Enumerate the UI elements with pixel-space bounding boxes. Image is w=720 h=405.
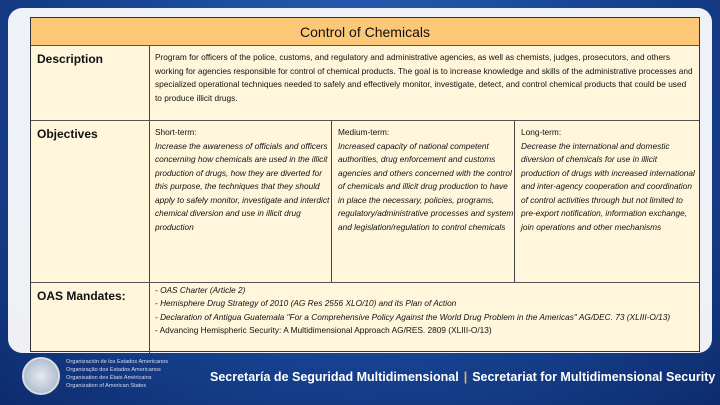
medium-term-text: Increased capacity of national competent authorities, drug enforcement and customs agencies and others concerned with the control of chemicals and illicit drug production to have in place the necessary, policies, programs, regulatory/administrative processes and system and legislation/regulation to control chemicals bbox=[338, 140, 514, 232]
secretariat-es: Secretaría de Seguridad Multidimensional bbox=[210, 370, 459, 384]
divider bbox=[149, 283, 150, 353]
long-term-heading: Long-term: bbox=[521, 127, 562, 137]
mandates-label: OAS Mandates: bbox=[37, 289, 126, 303]
chemicals-table bbox=[30, 17, 700, 352]
divider bbox=[149, 121, 150, 282]
separator: | bbox=[463, 370, 468, 384]
mandate-item: - OAS Charter (Article 2) bbox=[155, 285, 246, 295]
objectives-label: Objectives bbox=[37, 127, 98, 141]
description-text: Program for officers of the police, customs, and regulatory and administrative agencies, as well as chemists, judges, prosecutors, and others working for agencies responsible for control of chemical products. The goal is to increase knowledge and skills of the administrative processes and specialized operational techniques needed to safely and effectively monitor, investigate, detect, and control chemical products that could be used to produce illicit drugs. bbox=[155, 52, 693, 103]
org-name: Organización de los Estados Americanos bbox=[66, 359, 168, 365]
mandates-list bbox=[155, 284, 695, 337]
description-label: Description bbox=[37, 52, 104, 66]
secretariat-banner bbox=[210, 370, 715, 384]
objectives-row bbox=[31, 121, 699, 283]
medium-term-objective bbox=[338, 126, 514, 234]
org-name: Organisation des États Américains bbox=[66, 375, 152, 381]
short-term-heading: Short-term: bbox=[155, 127, 197, 137]
org-name: Organização dos Estados Americanos bbox=[66, 367, 161, 373]
description-row bbox=[31, 46, 699, 121]
table-title: Control of Chemicals bbox=[31, 18, 699, 46]
mandate-item: - Declaration of Antigua Guatemala "For a Comprehensive Policy Against the World Drug Problem in the Americas" AG/DEC. 73 (XLIII-O/13) bbox=[155, 311, 671, 322]
org-name: Organization of American States bbox=[66, 383, 147, 389]
medium-term-heading: Medium-term: bbox=[338, 127, 390, 137]
long-term-text: Decrease the international and domestic diversion of chemicals for use in illicit production of drugs with increased international and inter-agency cooperation and coordination of control activities through but not limited to pre-export notification, information exchange, join operations and other mechanisms bbox=[521, 140, 695, 232]
divider bbox=[331, 121, 332, 282]
secretariat-en: Secretariat for Multidimensional Security bbox=[472, 370, 716, 384]
divider bbox=[149, 46, 150, 120]
mandate-item: - Hemisphere Drug Strategy of 2010 (AG Res 2556 XLO/10) and its Plan of Action bbox=[155, 298, 457, 309]
short-term-text: Increase the awareness of officials and officers concerning how chemicals are used in the illicit production of drugs, how they are diverted for this purpose, the techniques that they should apply to safely monitor, investigate and interdict chemical diversion and use in illicit drug production bbox=[155, 140, 330, 232]
long-term-objective bbox=[521, 126, 697, 234]
mandate-item: - Advancing Hemispheric Security: A Multidimensional Approach AG/RES. 2809 (XLIII-O/13) bbox=[155, 324, 492, 335]
mandates-row bbox=[31, 283, 699, 353]
oas-logo-icon bbox=[22, 357, 60, 395]
short-term-objective bbox=[155, 126, 331, 234]
org-names bbox=[66, 358, 168, 390]
divider bbox=[514, 121, 515, 282]
